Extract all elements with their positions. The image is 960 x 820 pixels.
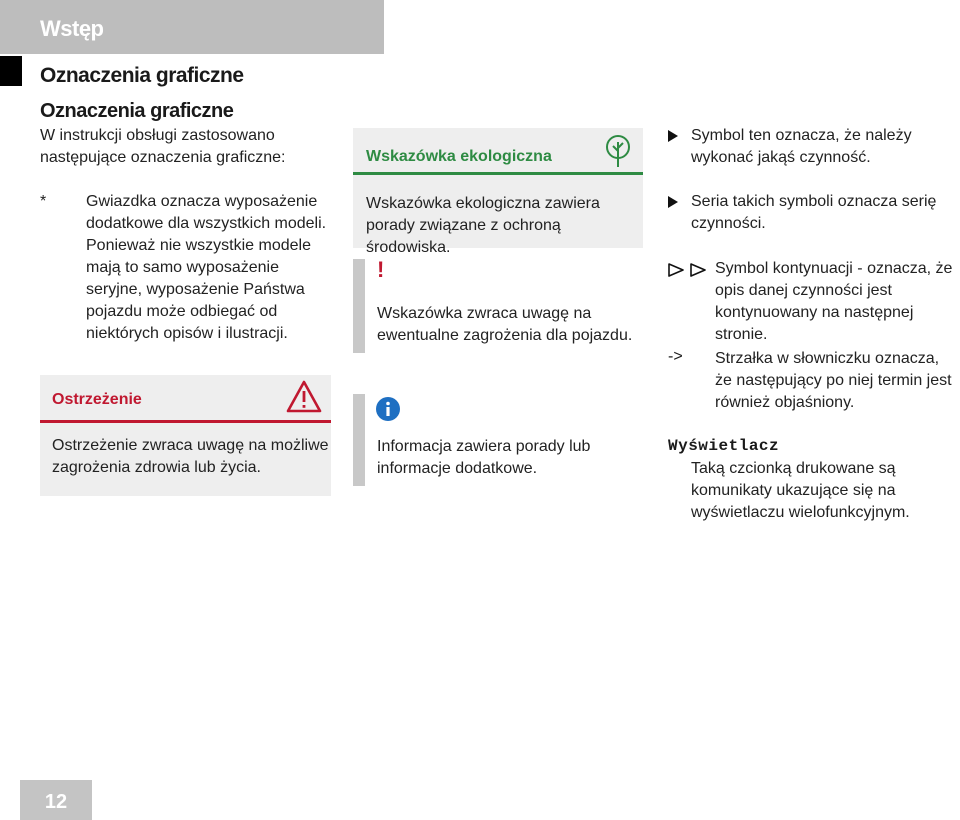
info-icon: [376, 397, 400, 421]
display-font-sample: Wyświetlacz: [668, 437, 780, 455]
section-title: Oznaczenia graficzne: [40, 64, 244, 87]
vehicle-note-bar: [353, 259, 365, 353]
series-triangle-icon: [668, 196, 678, 208]
action-triangle-icon: [668, 130, 678, 142]
warning-divider: [40, 420, 331, 423]
chapter-title: Wstęp: [40, 16, 104, 41]
asterisk-mark: *: [40, 193, 47, 210]
eco-title: Wskazówka ekologiczna: [366, 148, 552, 165]
action-symbol-text: Symbol ten oznacza, że należy wykonać jakąś czynność.: [691, 127, 912, 166]
info-note-body: Informacja zawiera porady lub informacje dodatkowe.: [377, 438, 591, 477]
exclamation-icon: !: [377, 257, 385, 282]
vehicle-note-body: Wskazówka zwraca uwagę na ewentualne zagrożenia dla pojazdu.: [377, 305, 633, 344]
subsection-title: Oznaczenia graficzne: [40, 100, 234, 122]
tree-icon: [603, 134, 633, 168]
section-marker: [0, 56, 22, 86]
eco-divider: [353, 172, 643, 175]
glossary-arrow-text: Strzałka w słowniczku oznacza, że następujący po niej termin jest również objaśniony.: [715, 350, 952, 411]
display-font-text: Taką czcionką drukowane są komunikaty ukazujące się na wyświetlaczu wielofunkcyjnym.: [691, 460, 910, 521]
warning-body: Ostrzeżenie zwraca uwagę na możliwe zagrożenia zdrowia lub życia.: [52, 437, 329, 476]
continuation-icon: [667, 263, 711, 277]
page-number: 12: [44, 791, 68, 813]
warning-title: Ostrzeżenie: [52, 391, 142, 408]
warning-triangle-icon: [286, 379, 322, 415]
series-symbol-text: Seria takich symboli oznacza serię czynności.: [691, 193, 937, 232]
intro-text: W instrukcji obsługi zastosowano następujące oznaczenia graficzne:: [40, 127, 286, 166]
continuation-symbol-text: Symbol kontynuacji - oznacza, że opis danej czynności jest kontynuowany na następnej stronie.: [715, 260, 953, 343]
eco-body: Wskazówka ekologiczna zawiera porady związane z ochroną środowiska.: [366, 195, 600, 256]
info-note-bar: [353, 394, 365, 486]
asterisk-description: Gwiazdka oznacza wyposażenie dodatkowe dla wszystkich modeli. Ponieważ nie wszystkie modele mają to samo wyposażenie seryjne, wyposażenie Państwa pojazdu może odbiegać od niektórych opisów i ilustracji.: [86, 193, 327, 342]
glossary-arrow-mark: ->: [668, 348, 683, 365]
